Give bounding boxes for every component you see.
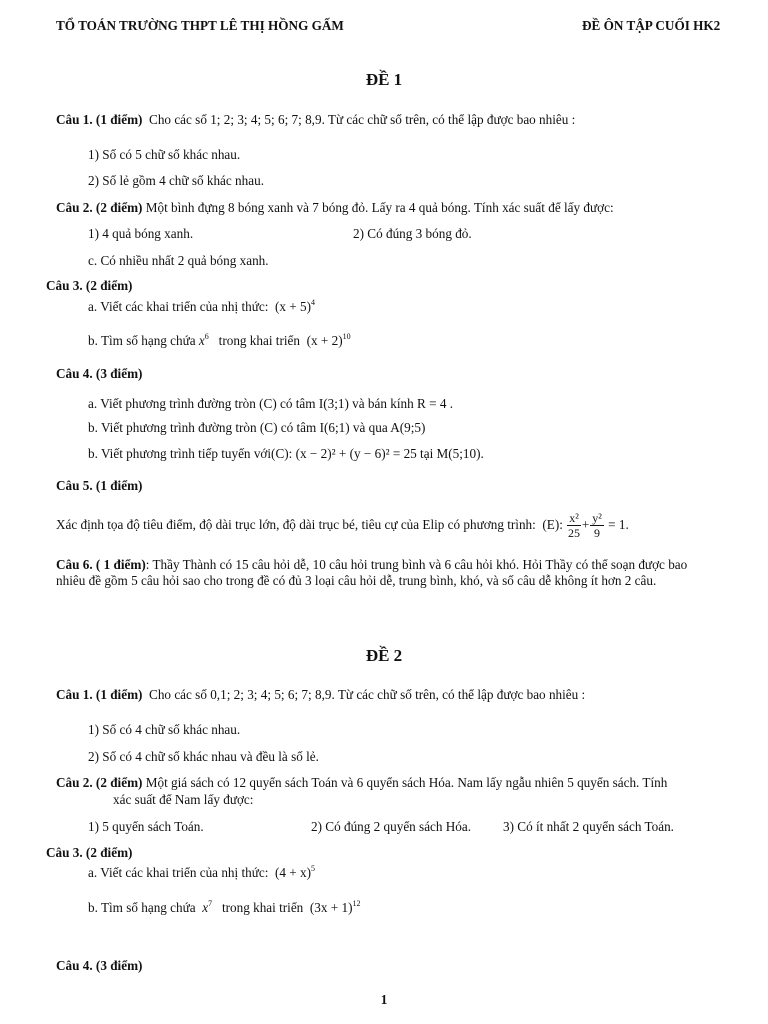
de1-q5-frac2	[590, 511, 604, 540]
de1-q5-n1: x²	[569, 511, 579, 526]
de2-q3-b-text: b. Tìm số hạng chứa	[88, 900, 196, 915]
de2-q3-b-pow: 12	[352, 899, 361, 908]
de2-q2-label: Câu 2. (2 điểm)	[56, 775, 143, 790]
de2-q3-a	[88, 865, 315, 881]
de2-q2-text: Một giá sách có 12 quyển sách Toán và 6 quyển sách Hóa. Nam lấy ngẫu nhiên 5 quyển sách. Tính	[145, 775, 668, 790]
de2-q3-a-pow: 5	[311, 864, 316, 873]
de2-q3-b-text2: trong khai triển	[221, 900, 304, 915]
de1-q2-item2: 2) Có đúng 3 bóng đỏ.	[353, 226, 472, 241]
de2-q2-text2: xác suất để Nam lấy được:	[113, 792, 254, 807]
de2-q2-item2: 2) Có đúng 2 quyển sách Hóa.	[311, 819, 472, 834]
de1-q5-d2: 9	[594, 526, 601, 541]
header-school: TỔ TOÁN TRƯỜNG THPT LÊ THỊ HỒNG GẤM	[56, 18, 344, 33]
de2-q1-item1: 1) Số có 4 chữ số khác nhau.	[88, 722, 241, 737]
de1-q6	[56, 557, 716, 589]
de1-q1	[56, 112, 575, 128]
de1-q4-c: b. Viết phương trình tiếp tuyến với(C): (x − 2)² + (y − 6)² = 25 tại M(5;10).	[88, 446, 484, 461]
page-number: 1	[380, 992, 388, 1007]
de1-q5-label: Câu 5. (1 điểm)	[56, 478, 143, 493]
de1-q5-text: Xác định tọa độ tiêu điểm, độ dài trục lớn, độ dài trục bé, tiêu cự của Elip có phương trình:	[56, 517, 536, 532]
de2-q1-item2: 2) Số có 4 chữ số khác nhau và đều là số lẻ.	[88, 749, 319, 764]
de1-q3-b-var-pow: 6	[204, 332, 209, 341]
de1-q2-item3: c. Có nhiều nhất 2 quả bóng xanh.	[88, 253, 269, 268]
de2-q3-b-var-pow: 7	[208, 899, 213, 908]
de1-q3-b	[88, 333, 351, 349]
de1-q4-a: a. Viết phương trình đường tròn (C) có tâm I(3;1) và bán kính R = 4 .	[88, 396, 454, 411]
de1-q4-label: Câu 4. (3 điểm)	[56, 366, 143, 381]
de1-q2-label: Câu 2. (2 điểm)	[56, 200, 143, 215]
de1-q5	[56, 510, 629, 540]
de1-q5-eq-suffix: = 1.	[608, 517, 629, 532]
de1-q1-item2: 2) Số lẻ gồm 4 chữ số khác nhau.	[88, 173, 264, 188]
de2-q3-b-var: x	[202, 900, 209, 915]
de1-q5-frac1	[567, 511, 581, 540]
de2-q2-item3: 3) Có ít nhất 2 quyển sách Toán.	[503, 819, 674, 834]
de1-q3-b-pow: 10	[342, 332, 351, 341]
de1-q4-b: b. Viết phương trình đường tròn (C) có tâm I(6;1) và qua A(9;5)	[88, 420, 426, 435]
de2-q1-text: Cho các số 0,1; 2; 3; 4; 5; 6; 7; 8,9. Từ các chữ số trên, có thể lập được bao nhiêu :	[149, 687, 586, 702]
de1-q3-a-text: a. Viết các khai triển của nhị thức:	[88, 299, 269, 314]
de1-q3-b-var: x	[198, 333, 205, 348]
de2-q3-b-expr: (3x + 1)	[309, 900, 353, 915]
de1-q3-a	[88, 299, 315, 315]
de1-q3-a-expr: (x + 5)	[275, 299, 312, 314]
de2-q3-label: Câu 3. (2 điểm)	[46, 845, 133, 860]
de2-q4-label: Câu 4. (3 điểm)	[56, 958, 143, 973]
de2-q3-a-expr: (4 + x)	[275, 865, 312, 880]
de2-q3-a-text: a. Viết các khai triển của nhị thức:	[88, 865, 269, 880]
de2-q2-item1: 1) 5 quyển sách Toán.	[88, 819, 204, 834]
de2-q2	[56, 775, 667, 791]
de1-title: ĐỀ 1	[365, 70, 403, 89]
de1-q5-d1: 25	[568, 526, 580, 541]
de1-q3-b-text: b. Tìm số hạng chứa	[88, 333, 196, 348]
de1-q3-a-pow: 4	[311, 298, 316, 307]
de1-q5-n2: y²	[592, 511, 602, 526]
de1-q2-item1: 1) 4 quả bóng xanh.	[88, 226, 194, 241]
de1-q2	[56, 200, 614, 216]
de2-title: ĐỀ 2	[365, 646, 403, 665]
de2-q1-label: Câu 1. (1 điểm)	[56, 687, 143, 702]
de1-q6-label: Câu 6. ( 1 điểm)	[56, 557, 146, 572]
de1-q2-text: Một bình đựng 8 bóng xanh và 7 bóng đỏ. Lấy ra 4 quả bóng. Tính xác suất để lấy được:	[145, 200, 614, 215]
de2-q3-b	[88, 900, 360, 916]
de1-q1-item1: 1) Số có 5 chữ số khác nhau.	[88, 147, 241, 162]
de1-q6-text: : Thầy Thành có 15 câu hỏi dễ, 10 câu hỏi trung bình và 6 câu hỏi khó. Hỏi Thầy có thể soạn được bao nhiêu đề gồm 5 câu hỏi sao cho trong đề có đủ 3 loại câu hỏi dễ, trung bình, khó, và số câu dễ không ít hơn 2 câu.	[56, 557, 688, 588]
de1-q5-plus: +	[581, 517, 590, 532]
de1-q1-text: Cho các số 1; 2; 3; 4; 5; 6; 7; 8,9. Từ các chữ số trên, có thể lập được bao nhiêu :	[149, 112, 576, 127]
de2-q1	[56, 687, 585, 703]
de1-q1-label: Câu 1. (1 điểm)	[56, 112, 143, 127]
header-exam: ĐỀ ÔN TẬP CUỐI HK2	[582, 18, 721, 33]
de1-q3-b-expr: (x + 2)	[306, 333, 343, 348]
de1-q3-label: Câu 3. (2 điểm)	[46, 278, 133, 293]
de1-q3-b-text2: trong khai triển	[218, 333, 300, 348]
de1-q5-eq-prefix: (E):	[542, 517, 563, 532]
